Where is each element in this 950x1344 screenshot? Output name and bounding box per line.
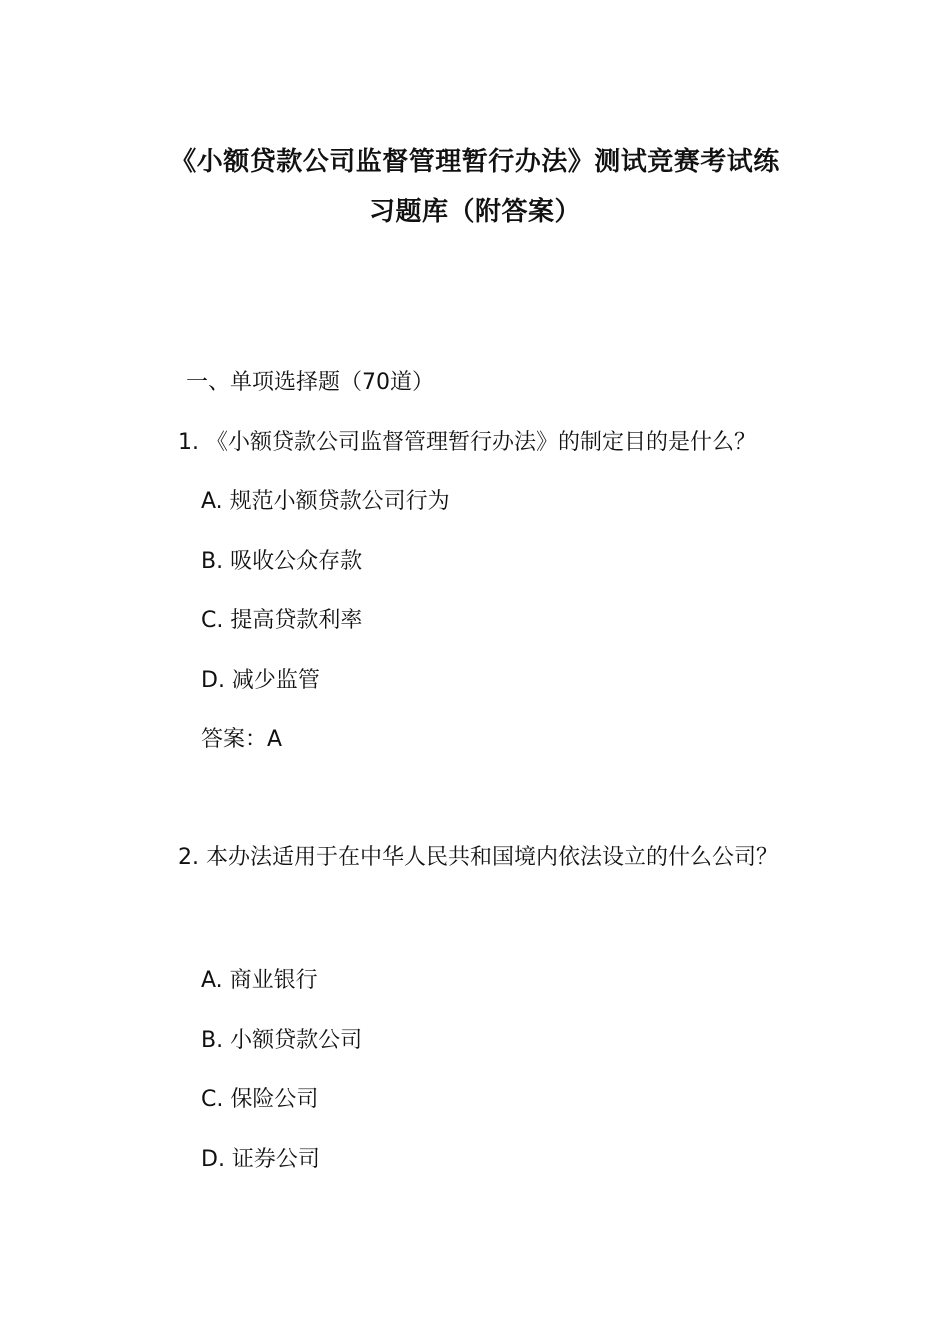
document-title-line-2: 习题库（附答案） (368, 197, 581, 227)
question-1-text: 1. 《小额贷款公司监督管理暂行办法》的制定目的是什么？ (178, 430, 756, 455)
question-2-option-b: B. 小额贷款公司 (201, 1028, 363, 1053)
section-heading: 一、单项选择题（70道） (186, 370, 434, 395)
question-2-option-d: D. 证券公司 (201, 1147, 320, 1172)
question-2-option-a: A. 商业银行 (201, 968, 318, 993)
question-2-option-c: C. 保险公司 (201, 1087, 319, 1112)
question-1-option-c: C. 提高贷款利率 (201, 608, 363, 633)
question-1-option-a: A. 规范小额贷款公司行为 (201, 489, 450, 514)
question-1-option-b: B. 吸收公众存款 (201, 549, 363, 574)
document-title-line-1: 《小额贷款公司监督管理暂行办法》测试竞赛考试练 (170, 147, 780, 177)
question-1-answer: 答案：A (201, 727, 283, 752)
question-2-text: 2. 本办法适用于在中华人民共和国境内依法设立的什么公司？ (178, 845, 778, 870)
question-1-option-d: D. 减少监管 (201, 668, 320, 693)
